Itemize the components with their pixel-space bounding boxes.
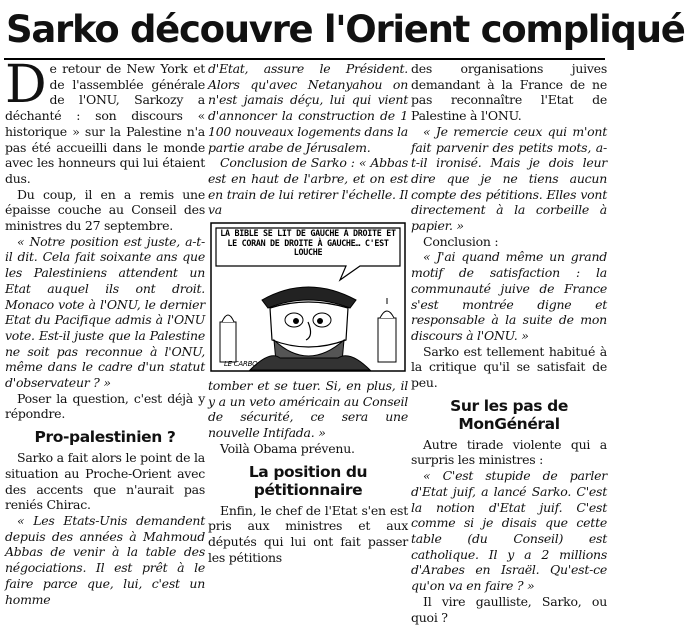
paragraph: De retour de New York et de l'assemblée générale de l'ONU, Sarkozy a déchanté : son discours « historique » sur la Palestine n'a pas été accueilli dans le monde avec les honneurs qui lui étaient dus. xyxy=(5,55,205,186)
paragraph: Sarko est tellement habitué à la critique qu'il se satisfait de peu. xyxy=(411,343,607,391)
drop-cap: D xyxy=(5,55,47,115)
paragraph-continuation: des organisations juives demandant à la France de ne pas reconnaître l'Etat de Palestine à l'ONU. xyxy=(411,61,607,124)
headline: Sarko découvre l'Orient compliqué xyxy=(6,8,685,51)
headline-rule xyxy=(4,58,605,60)
paragraph: Sarko a fait alors le point de la situation au Proche-Orient avec des accents que n'aurait pas reniés Chirac. xyxy=(5,450,205,513)
subheading: Sur les pas de MonGénéral xyxy=(450,396,568,433)
column-3 xyxy=(411,61,607,625)
quote-continuation: d'Etat, assure le Président. Alors qu'avec Netanyahou on n'est jamais déçu, lui qui vient d'annoncer la construction de 1 100 nouveaux logements dans la partie arabe de Jérusalem. xyxy=(208,61,408,155)
paragraph: Poser la question, c'est déjà y répondre. xyxy=(5,390,205,422)
quote-paragraph: « J'ai quand même un grand motif de satisfaction : la communauté juive de France s'est montrée digne et responsable à la suite de mon discours à l'ONU. » xyxy=(411,249,607,343)
quote-paragraph: Conclusion de Sarko : « Abbas est en haut de l'arbre, et on est en train de lui retirer l'échelle. Il va xyxy=(208,155,408,218)
column-1 xyxy=(5,55,205,607)
cartoon-signature: LE CARBO xyxy=(224,360,258,369)
paragraph: Il vire gaulliste, Sarko, ou quoi ? xyxy=(411,593,607,625)
cartoon-illustration xyxy=(210,222,406,372)
quote-paragraph: « C'est stupide de parler d'Etat juif, a lancé Sarko. C'est la notion d'Etat juif. C'est comme si je disais que cette table (du Conseil) est catholique. Il y a 2 millions d'Arabes en Israël. Qu'est-ce qu'on va en faire ? » xyxy=(411,468,607,594)
column-2 xyxy=(208,61,408,565)
paragraph: Voilà Obama prévenu. xyxy=(220,440,355,456)
subheading: La position du pétitionnaire xyxy=(248,462,368,499)
quote-paragraph: « Notre position est juste, a-t-il dit. Cela fait soixante ans que les Palestiniens attendent un Etat auquel ils ont droit. Monaco vote à l'ONU, le dernier Etat du Pacifique admis à l'ONU vote. Est-il juste que la Palestine ne soit pas reconnue à l'ONU, même dans le cadre d'un statut d'observateur ? » xyxy=(5,233,205,391)
paragraph: Du coup, il en a remis une épaisse couche au Conseil des ministres du 27 septembre. xyxy=(5,186,205,234)
speech-bubble-text: LA BIBLE SE LIT DE GAUCHE À DROITE ET LE CORAN DE DROITE À GAUCHE… C'EST LOUCHE xyxy=(220,228,396,258)
quote-continuation: tomber et se tuer. Si, en plus, il y a un veto américain au Conseil de sécurité, ce sera une nouvelle Intifada. » xyxy=(208,378,408,441)
subheading: Pro-palestinien ? xyxy=(34,428,176,447)
paragraph: Autre tirade violente qui a surpris les ministres : xyxy=(411,436,607,468)
quote-paragraph: « Les Etats-Unis demandent depuis des années à Mahmoud Abbas de venir à la table des négociations. Il est prêt à le faire parce que, lui, c'est un homme xyxy=(5,512,205,607)
paragraph: Conclusion : xyxy=(423,233,499,249)
quote-paragraph: « Je remercie ceux qui m'ont fait parvenir des petits mots, a-t-il ironisé. Mais je dois leur dire que je ne tiens aucun compte des pétitions. Elles vont directement à la corbeille à papier. » xyxy=(411,123,607,234)
paragraph: Enfin, le chef de l'Etat s'en est pris aux ministres et aux députés qui lui ont fait passer les pétitions xyxy=(208,502,408,565)
